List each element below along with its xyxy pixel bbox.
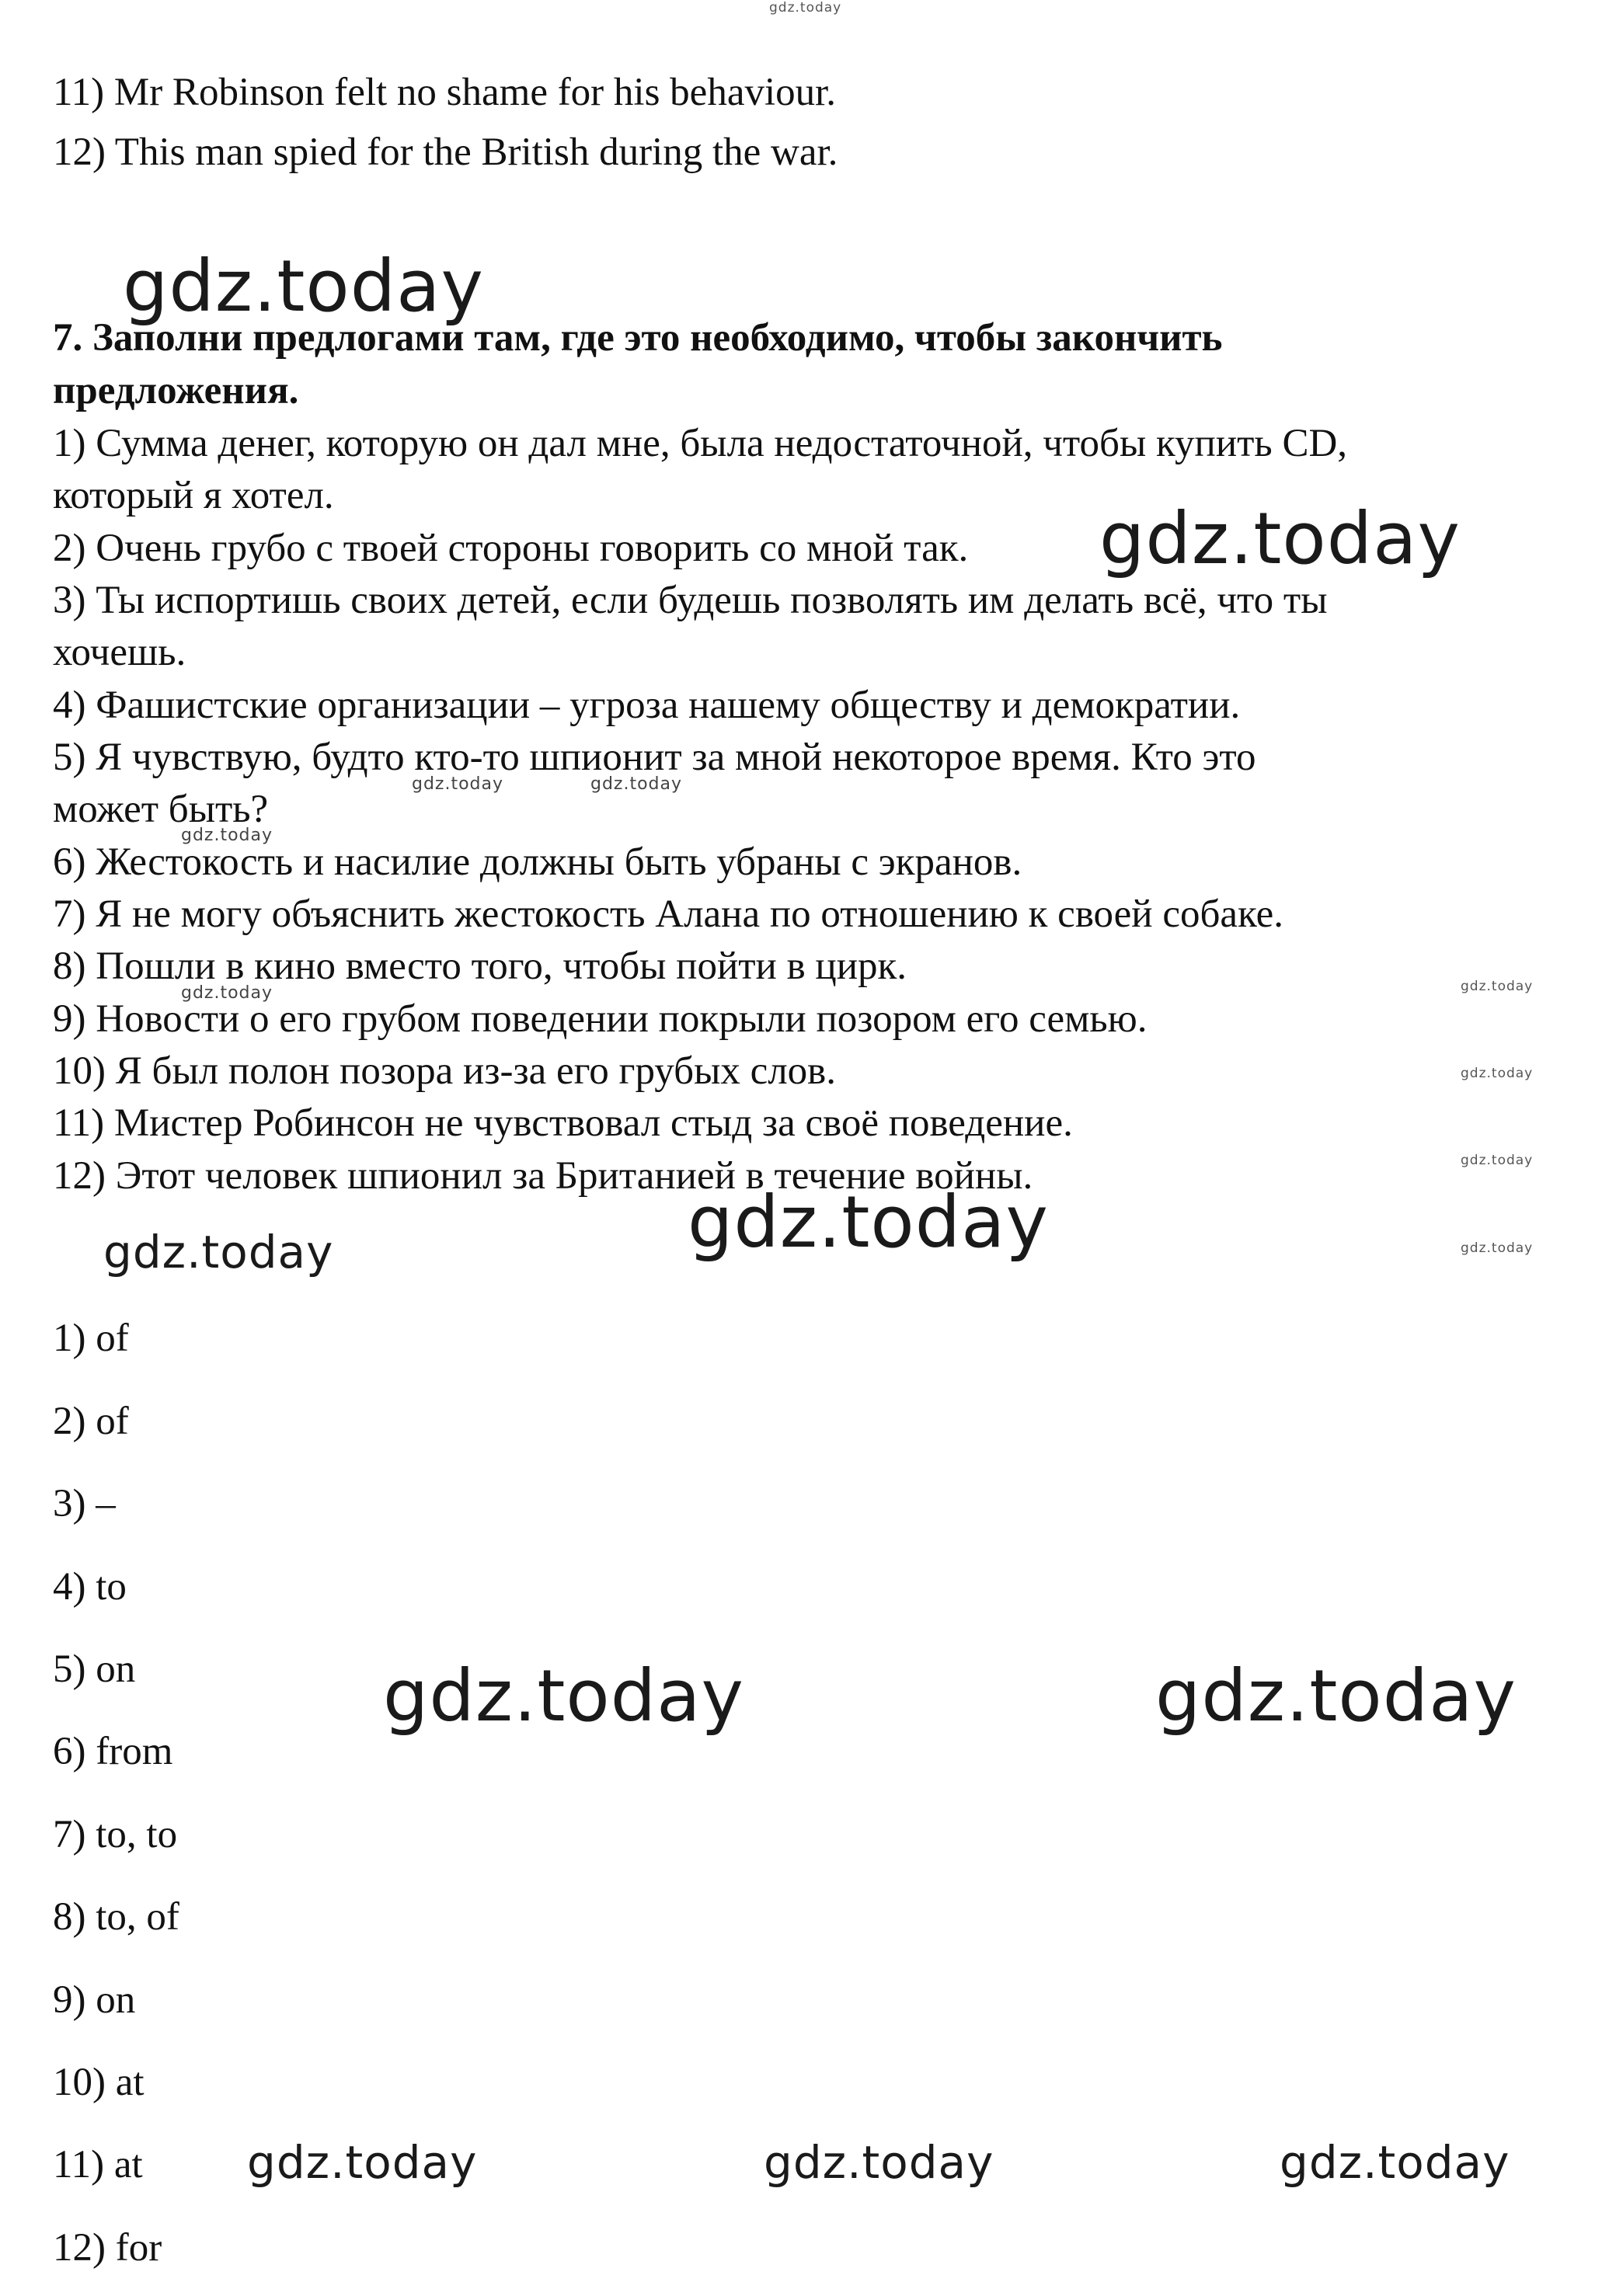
sentence-3-cont: хочешь. bbox=[53, 631, 186, 674]
watermark-tiny: gdz.today bbox=[1461, 979, 1534, 994]
sentence-12: 12) Этот человек шпионил за Британией в течение войны. bbox=[53, 1154, 1033, 1198]
watermark-small: gdz.today bbox=[590, 774, 683, 794]
watermark-tiny: gdz.today bbox=[1461, 1153, 1534, 1168]
exercise-heading-cont: предложения. bbox=[53, 369, 299, 412]
sentence-6: 6) Жестокость и насилие должны быть убраны с экранов. bbox=[53, 840, 1022, 884]
answer-6: 6) from bbox=[53, 1730, 173, 1773]
watermark-small: gdz.today bbox=[181, 983, 273, 1003]
sentence-5: 5) Я чувствую, будто кто-то шпионит за мной некоторое время. Кто это bbox=[53, 736, 1256, 779]
watermark-small: gdz.today bbox=[412, 774, 504, 794]
watermark-medium: gdz.today bbox=[1280, 2136, 1510, 2189]
watermark-top: gdz.today bbox=[769, 0, 842, 16]
exercise-heading: 7. Заполни предлогами там, где это необходимо, чтобы закончить bbox=[53, 316, 1223, 360]
watermark-tiny: gdz.today bbox=[1461, 1240, 1534, 1256]
prev-item-12: 12) This man spied for the British during the war. bbox=[53, 130, 838, 174]
sentence-5-cont: может быть? bbox=[53, 788, 269, 831]
watermark-large: gdz.today bbox=[1099, 497, 1461, 580]
sentence-2: 2) Очень грубо с твоей стороны говорить со мной так. bbox=[53, 527, 969, 570]
sentence-8: 8) Пошли в кино вместо того, чтобы пойти в цирк. bbox=[53, 944, 907, 988]
sentence-11: 11) Мистер Робинсон не чувствовал стыд за своё поведение. bbox=[53, 1101, 1073, 1145]
answer-9: 9) on bbox=[53, 1978, 136, 2022]
answer-7: 7) to, to bbox=[53, 1813, 178, 1856]
watermark-medium: gdz.today bbox=[247, 2136, 478, 2189]
answer-8: 8) to, of bbox=[53, 1895, 179, 1939]
prev-item-11: 11) Mr Robinson felt no shame for his behaviour. bbox=[53, 71, 837, 114]
answer-1: 1) of bbox=[53, 1317, 129, 1360]
watermark-large: gdz.today bbox=[123, 245, 484, 328]
watermark-large: gdz.today bbox=[1155, 1654, 1517, 1738]
sentence-10: 10) Я был полон позора из-за его грубых слов. bbox=[53, 1049, 836, 1093]
sentence-7: 7) Я не могу объяснить жестокость Алана по отношению к своей собаке. bbox=[53, 892, 1283, 936]
sentence-1: 1) Сумма денег, которую он дал мне, была недостаточной, чтобы купить CD, bbox=[53, 422, 1348, 465]
sentence-4: 4) Фашистские организации – угроза нашему обществу и демократии. bbox=[53, 684, 1241, 727]
answer-4: 4) to bbox=[53, 1565, 127, 1609]
sentence-1-cont: который я хотел. bbox=[53, 474, 334, 517]
answer-2: 2) of bbox=[53, 1400, 129, 1443]
answer-3: 3) – bbox=[53, 1482, 116, 1525]
sentence-9: 9) Новости о его грубом поведении покрыли позором его семью. bbox=[53, 997, 1148, 1041]
watermark-tiny: gdz.today bbox=[1461, 1066, 1534, 1081]
watermark-large: gdz.today bbox=[688, 1181, 1049, 1264]
answer-12: 12) for bbox=[53, 2226, 162, 2270]
watermark-medium: gdz.today bbox=[103, 1226, 334, 1278]
watermark-medium: gdz.today bbox=[764, 2136, 994, 2189]
watermark-large: gdz.today bbox=[383, 1654, 744, 1738]
answer-11: 11) at bbox=[53, 2143, 143, 2186]
answer-5: 5) on bbox=[53, 1647, 136, 1691]
answer-10: 10) at bbox=[53, 2061, 145, 2104]
sentence-3: 3) Ты испортишь своих детей, если будешь позволять им делать всё, что ты bbox=[53, 579, 1328, 622]
watermark-small: gdz.today bbox=[181, 826, 273, 845]
